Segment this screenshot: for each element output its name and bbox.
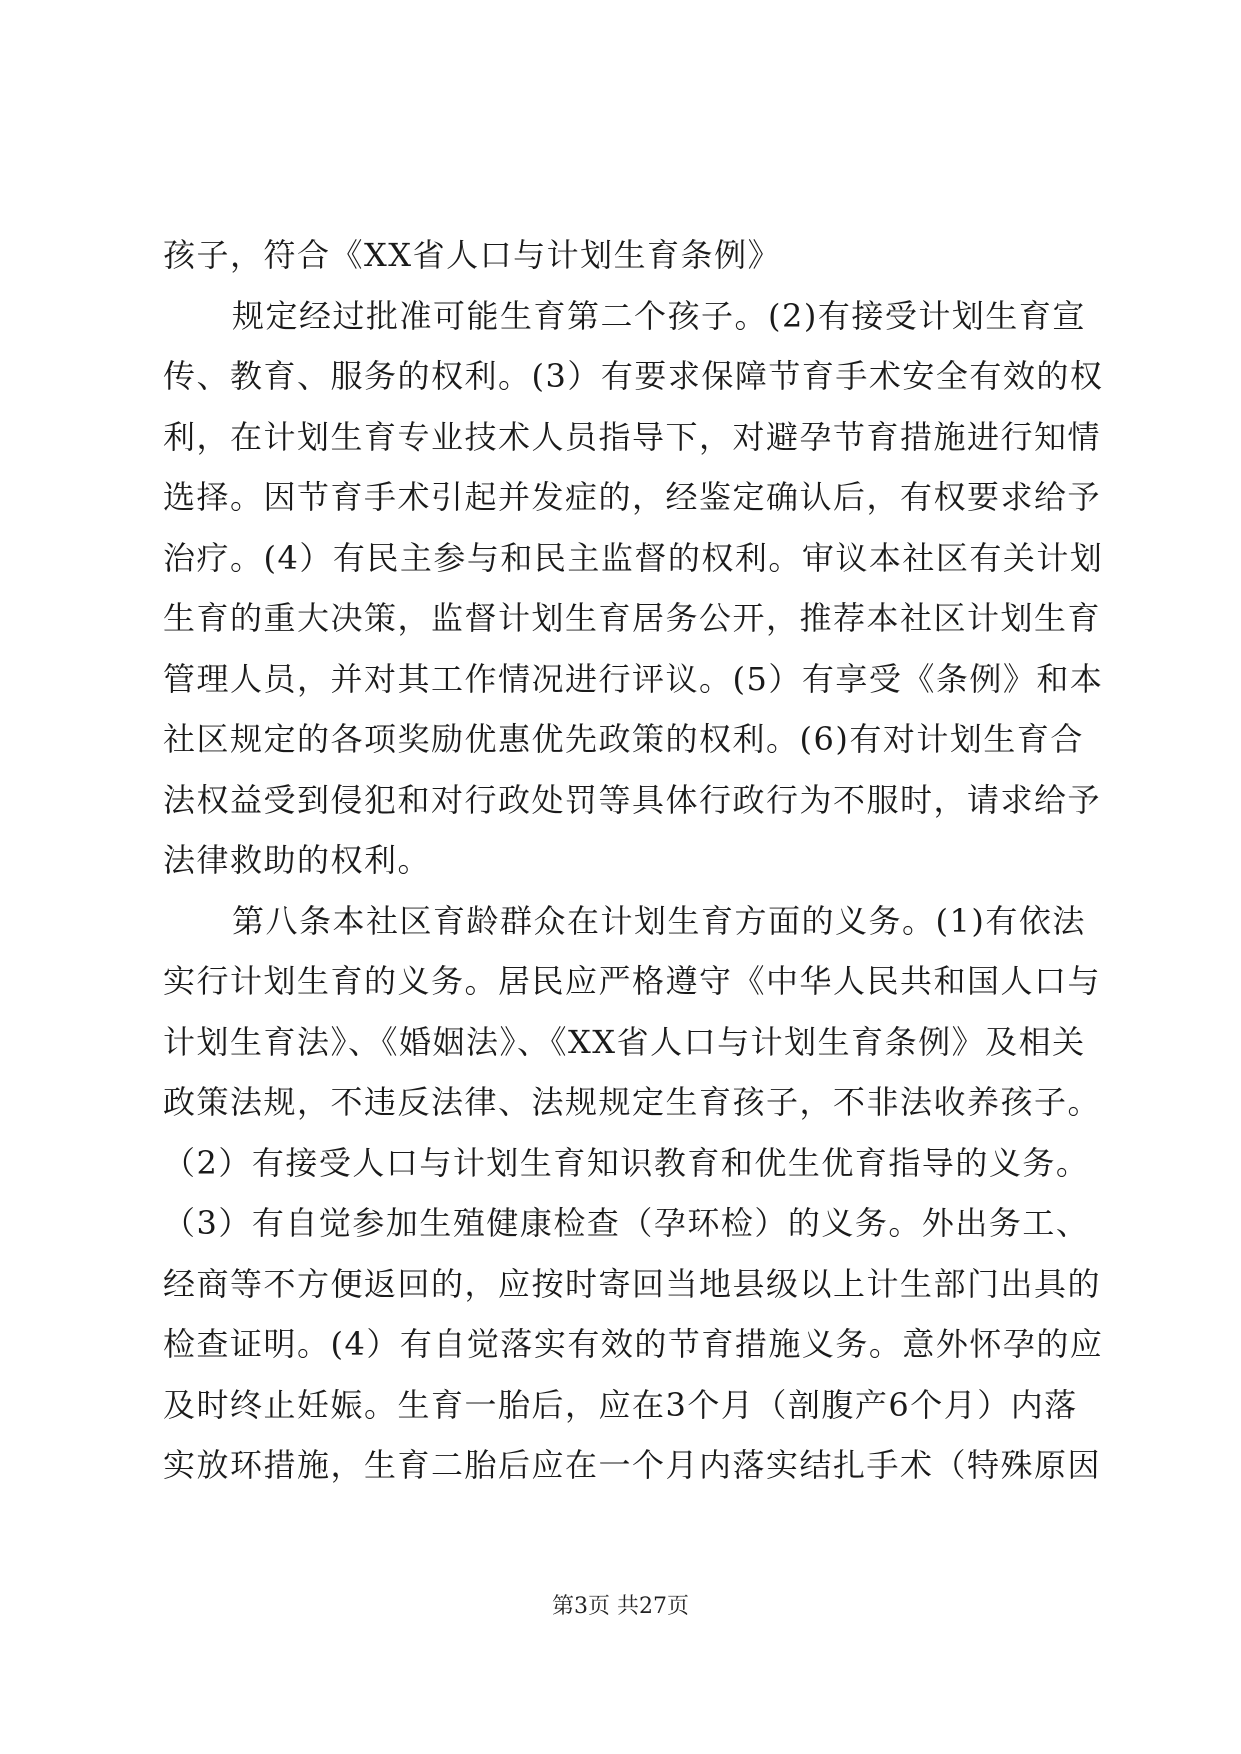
text-line: 传、教育、服务的权利。(3）有要求保障节育手术安全有效的权 [163, 357, 1104, 395]
text-line: 利，在计划生育专业技术人员指导下，对避孕节育措施进行知情 [163, 417, 1102, 456]
text-line: 法律救助的权利。 [163, 841, 432, 879]
document-body [163, 225, 1104, 1496]
text-line: 管理人员，并对其工作情况进行评议。(5）有享受《条例》和本 [163, 659, 1104, 698]
page-number: 第3页 共27页 [552, 1594, 689, 1619]
text-line: （2）有接受人口与计划生育知识教育和优生优育指导的义务。 [163, 1143, 1090, 1182]
text-line: 实行计划生育的义务。居民应严格遵守《中华人民共和国人口与 [163, 962, 1102, 1000]
text-line: 法权益受到侵犯和对行政处罚等具体行政行为不服时，请求给予 [163, 780, 1102, 819]
text-line: 检查证明。(4）有自觉落实有效的节育措施义务。意外怀孕的应 [163, 1325, 1104, 1363]
text-line: （3）有自觉参加生殖健康检查（孕环检）的义务。外出务工、 [163, 1204, 1090, 1242]
text-line: 计划生育法》、《婚姻法》、《XX省人口与计划生育条例》及相关 [163, 1022, 1086, 1061]
text-line: 经商等不方便返回的，应按时寄回当地县级以上计生部门出具的 [163, 1264, 1102, 1303]
page-footer [0, 1592, 1241, 1622]
text-line: 实放环措施，生育二胎后应在一个月内落实结扎手术（特殊原因 [163, 1446, 1102, 1484]
text-line: 第八条本社区育龄群众在计划生育方面的义务。(1)有依法 [232, 901, 1086, 940]
text-line: 规定经过批准可能生育第二个孩子。(2)有接受计划生育宣 [232, 296, 1086, 335]
text-line: 生育的重大决策，监督计划生育居务公开，推荐本社区计划生育 [163, 599, 1102, 637]
text-line: 社区规定的各项奖励优惠优先政策的权利。(6)有对计划生育合 [163, 720, 1084, 758]
text-line: 选择。因节育手术引起并发症的，经鉴定确认后，有权要求给予 [163, 478, 1102, 516]
text-line: 孩子，符合《XX省人口与计划生育条例》 [163, 236, 782, 274]
text-line: 及时终止妊娠。生育一胎后，应在3个月（剖腹产6个月）内落 [163, 1385, 1078, 1424]
text-line: 政策法规，不违反法律、法规规定生育孩子，不非法收养孩子。 [163, 1083, 1102, 1121]
text-line: 治疗。(4）有民主参与和民主监督的权利。审议本社区有关计划 [163, 538, 1104, 577]
